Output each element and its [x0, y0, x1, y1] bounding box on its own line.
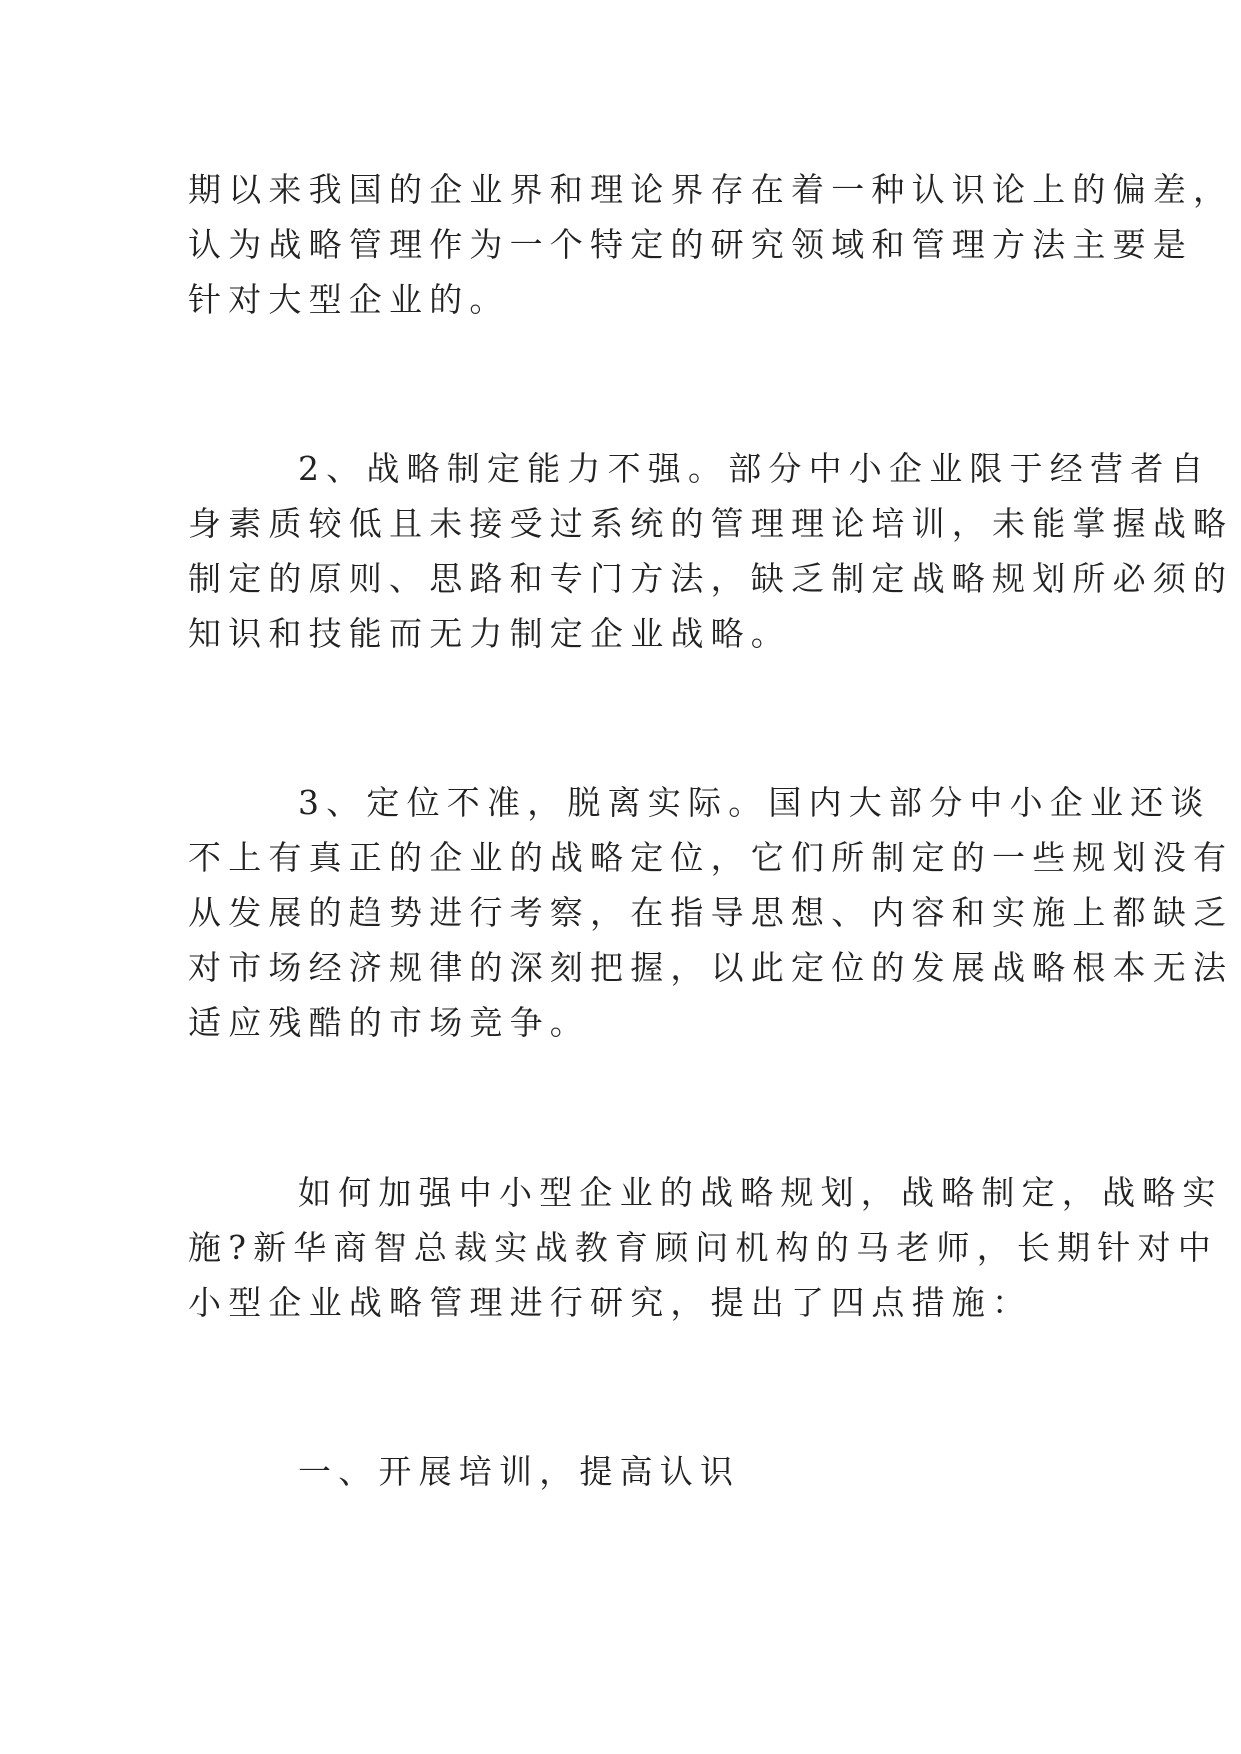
text-line: 针对大型企业的。 [188, 280, 510, 319]
text-line: 一、开展培训，提高认识 [298, 1452, 741, 1491]
text-line: 2、战略制定能力不强。部分中小企业限于经营者自 [298, 449, 1211, 488]
text-line: 认为战略管理作为一个特定的研究领域和管理方法主要是 [188, 225, 1193, 264]
text-line: 小型企业战略管理进行研究，提出了四点措施： [188, 1283, 1033, 1322]
text-line: 3、定位不准，脱离实际。国内大部分中小企业还谈 [298, 783, 1211, 822]
text-line: 如何加强中小型企业的战略规划，战略制定，战略实 [298, 1173, 1223, 1212]
text-line: 对市场经济规律的深刻把握，以此定位的发展战略根本无法 [188, 948, 1234, 987]
text-line: 期以来我国的企业界和理论界存在着一种认识论上的偏差， [188, 170, 1234, 209]
text-line: 制定的原则、思路和专门方法，缺乏制定战略规划所必须的 [188, 559, 1234, 598]
text-line: 从发展的趋势进行考察，在指导思想、内容和实施上都缺乏 [188, 893, 1234, 932]
text-line: 不上有真正的企业的战略定位，它们所制定的一些规划没有 [188, 838, 1234, 877]
text-line: 适应残酷的市场竞争。 [188, 1003, 590, 1042]
text-line: 身素质较低且未接受过系统的管理理论培训，未能掌握战略 [188, 504, 1234, 543]
text-line: 施?新华商智总裁实战教育顾问机构的马老师，长期针对中 [188, 1228, 1218, 1267]
text-line: 知识和技能而无力制定企业战略。 [188, 614, 791, 653]
